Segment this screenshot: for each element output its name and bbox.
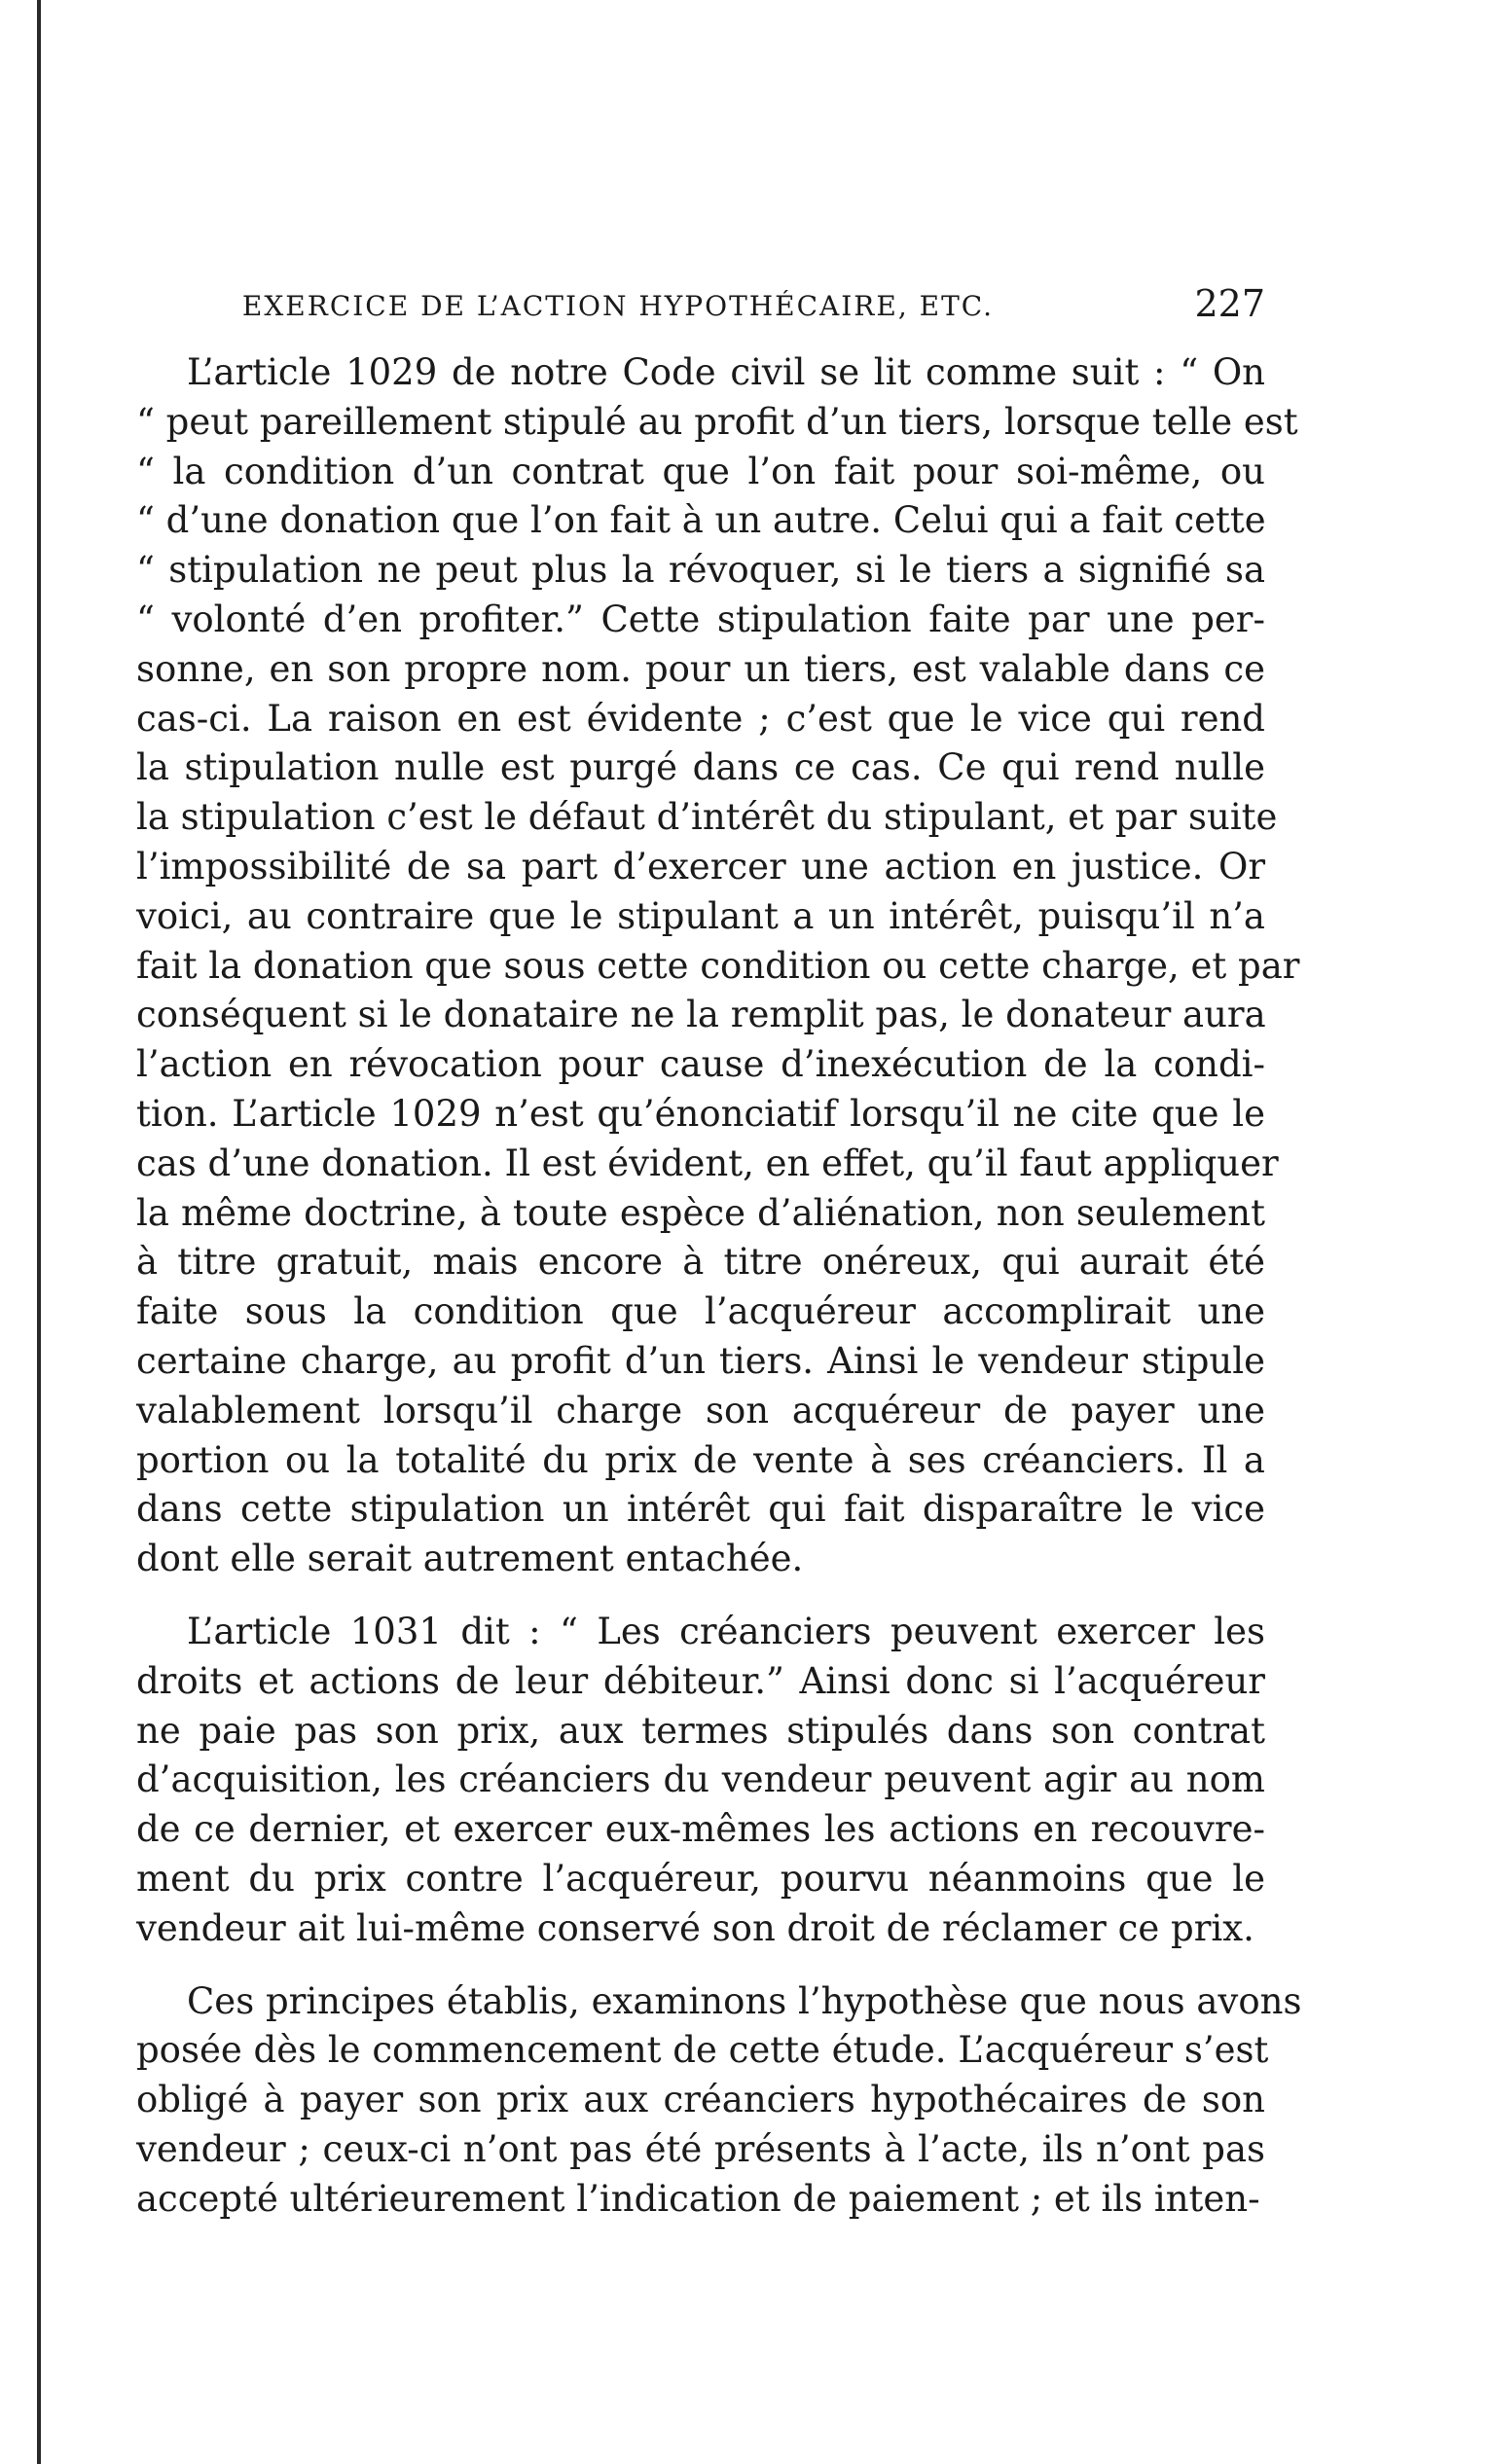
text-line: droits et actions de leur débiteur.” Ainsi donc si l’acquéreur — [136, 1659, 1265, 1702]
text-line: ne paie pas son prix, aux termes stipulés dans son contrat — [136, 1709, 1265, 1752]
text-line: L’article 1029 de notre Code civil se lit comme suit : “ On — [187, 351, 1265, 393]
paragraph — [136, 1608, 1265, 1954]
paragraph — [136, 1977, 1302, 2225]
text-line: “ d’une donation que l’on fait à un autre. Celui qui a fait cette — [136, 499, 1266, 542]
text-line: fait la donation que sous cette condition ou cette charge, et par — [136, 944, 1300, 987]
text-line: l’impossibilité de sa part d’exercer une action en justice. Or — [136, 845, 1265, 888]
text-line: posée dès le commencement de cette étude. L’acquéreur s’est — [136, 2029, 1269, 2072]
text-line: certaine charge, au profit d’un tiers. Ainsi le vendeur stipule — [136, 1339, 1265, 1382]
book-page — [136, 272, 1302, 2247]
text-line: portion ou la totalité du prix de vente à ses créanciers. Il a — [136, 1438, 1265, 1481]
text-line: “ la condition d’un contrat que l’on fait pour soi-même, ou — [136, 450, 1265, 492]
page-number: 227 — [1194, 282, 1265, 325]
text-line: faite sous la condition que l’acquéreur accomplirait une — [136, 1290, 1265, 1333]
text-line: de ce dernier, et exercer eux-mêmes les actions en recouvre- — [136, 1808, 1265, 1851]
text-line: L’article 1031 dit : “ Les créanciers peuvent exercer les — [187, 1610, 1265, 1652]
text-line: à titre gratuit, mais encore à titre onéreux, qui aurait été — [136, 1241, 1265, 1284]
text-line: tion. L’article 1029 n’est qu’énonciatif lorsqu’il ne cite que le — [136, 1092, 1265, 1135]
text-line: vendeur ; ceux-ci n’ont pas été présents à l’acte, ils n’ont pas — [136, 2127, 1265, 2170]
text-line: accepté ultérieurement l’indication de paiement ; et ils inten- — [136, 2177, 1260, 2220]
text-line: la même doctrine, à toute espèce d’aliénation, non seulement — [136, 1191, 1265, 1234]
text-line: l’action en révocation pour cause d’inexécution de la condi- — [136, 1043, 1265, 1086]
body-text — [136, 348, 1302, 2224]
text-line: dans cette stipulation un intérêt qui fait disparaître le vice — [136, 1488, 1265, 1531]
text-line: sonne, en son propre nom. pour un tiers, est valable dans ce — [136, 647, 1265, 690]
text-line: cas d’une donation. Il est évident, en effet, qu’il faut appliquer — [136, 1141, 1279, 1184]
text-line: “ volonté d’en profiter.” Cette stipulation faite par une per- — [136, 598, 1265, 640]
text-line: voici, au contraire que le stipulant a un intérêt, puisqu’il n’a — [136, 894, 1265, 937]
paragraph — [136, 348, 1300, 1584]
text-line: Ces principes établis, examinons l’hypothèse que nous avons — [187, 1979, 1302, 2022]
text-line: dont elle serait autrement entachée. — [136, 1538, 804, 1580]
text-line: ment du prix contre l’acquéreur, pourvu néanmoins que le — [136, 1857, 1265, 1900]
text-line: cas-ci. La raison en est évidente ; c’est que le vice qui rend — [136, 697, 1265, 740]
running-title: EXERCICE DE L’ACTION HYPOTHÉCAIRE, ETC. — [241, 290, 995, 322]
text-line: d’acquisition, les créanciers du vendeur peuvent agir au nom — [136, 1758, 1265, 1801]
text-line: “ peut pareillement stipulé au profit d’un tiers, lorsque telle est — [136, 400, 1298, 443]
running-head — [136, 272, 1265, 341]
text-line: la stipulation nulle est purgé dans ce cas. Ce qui rend nulle — [136, 746, 1265, 789]
text-line: “ stipulation ne peut plus la révoquer, si le tiers a signifié sa — [136, 549, 1265, 592]
page-binding-edge — [37, 0, 41, 2464]
text-line: valablement lorsqu’il charge son acquéreur de payer une — [136, 1389, 1265, 1431]
text-line: conséquent si le donataire ne la remplit pas, le donateur aura — [136, 994, 1266, 1036]
text-line: obligé à payer son prix aux créanciers hypothécaires de son — [136, 2079, 1265, 2121]
text-line: vendeur ait lui-même conservé son droit de réclamer ce prix. — [136, 1906, 1254, 1949]
text-line: la stipulation c’est le défaut d’intérêt du stipulant, et par suite — [136, 796, 1278, 839]
